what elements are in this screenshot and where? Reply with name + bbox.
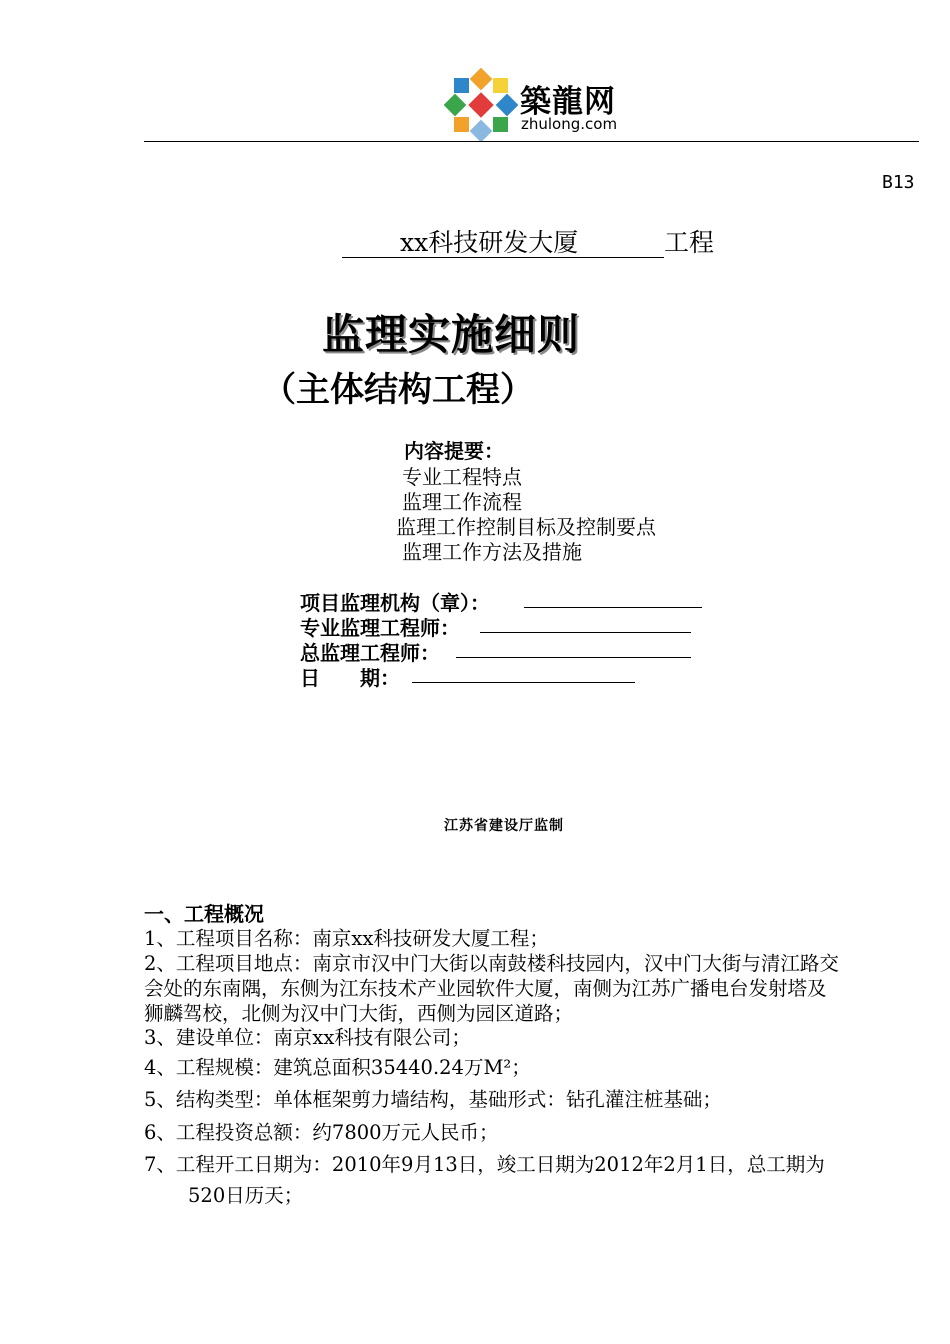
main-title: 监理实施细则 [322,310,581,359]
summary-heading: 内容提要： [404,439,504,463]
sig-chief-label: 总监理工程师： [300,641,440,665]
project-line [342,223,714,259]
sig-specialist-blank [480,632,691,633]
sig-date-blank [412,682,635,683]
overview-line: 3、建设单位：南京xx科技有限公司； [144,1026,471,1049]
summary-item: 监理工作方法及措施 [402,540,582,564]
logo-name: 築龍网 [520,84,616,120]
overview-line: 7、工程开工日期为：2010年9月13日，竣工日期为2012年2月1日，总工期为 [144,1153,825,1176]
sig-date-label: 日 期： [300,666,400,690]
overview-line: 5、结构类型：单体框架剪力墙结构，基础形式：钻孔灌注桩基础； [144,1088,722,1111]
overview-line: 2、工程项目地点：南京市汉中门大街以南鼓楼科技园内，汉中门大街与清江路交 [144,952,839,975]
document-code: B13 [882,172,915,193]
project-name: xx科技研发大厦 [342,229,664,258]
overview-line: 狮麟驾校，北侧为汉中门大街，西侧为园区道路； [144,1002,574,1025]
project-suffix: 工程 [664,228,715,257]
sig-chief-blank [456,657,691,658]
overview-line: 6、工程投资总额：约7800万元人民币； [144,1121,499,1144]
sig-org-label: 项目监理机构（章）： [300,591,490,615]
header-divider [144,141,919,142]
summary-item: 监理工作控制目标及控制要点 [396,515,656,539]
summary-item: 监理工作流程 [402,490,522,514]
overview-line: 4、工程规模：建筑总面积35440.24万M²； [144,1056,531,1079]
logo-domain: zhulong.com [521,115,618,133]
summary-item: 专业工程特点 [402,465,522,489]
sig-specialist-label: 专业监理工程师： [300,616,460,640]
issuer: 江苏省建设厅监制 [444,818,564,834]
sig-org-blank [524,607,702,608]
overview-line: 1、工程项目名称：南京xx科技研发大厦工程； [144,927,549,950]
section-heading: 一、工程概况 [144,902,264,926]
overview-line: 会处的东南隅，东侧为江东技术产业园软件大厦，南侧为江苏广播电台发射塔及 [144,977,827,1000]
overview-line: 520日历天； [188,1184,304,1207]
zhulong-logo-icon [444,68,518,142]
sub-title: （主体结构工程） [262,370,534,410]
